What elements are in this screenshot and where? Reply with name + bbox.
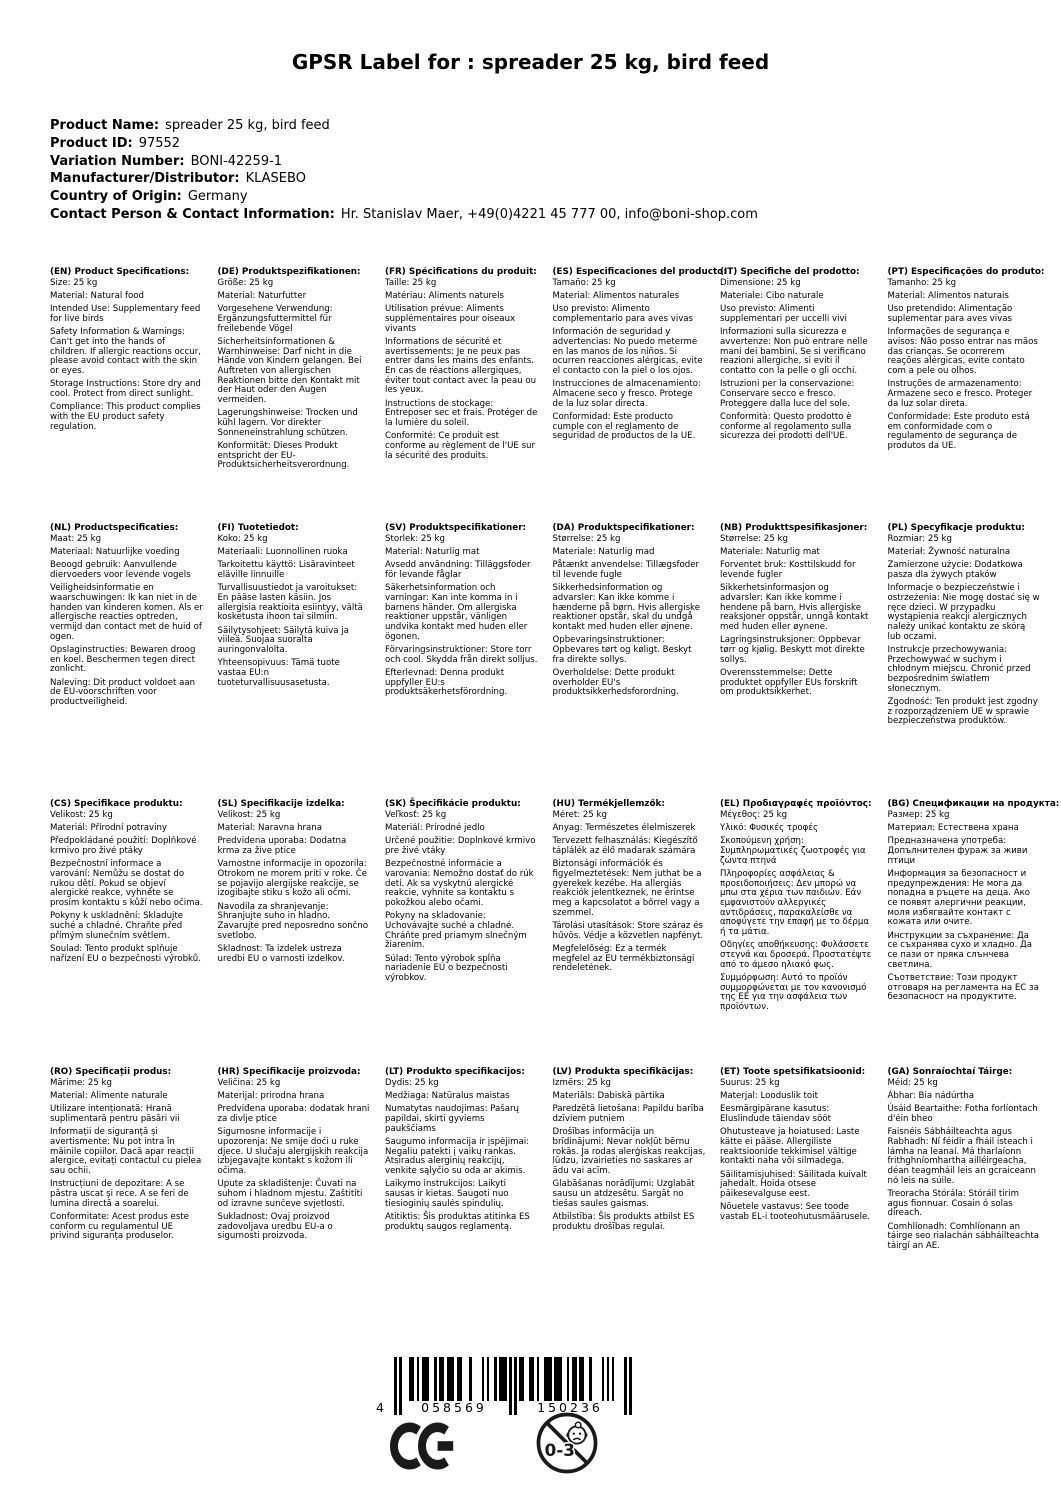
- lang-block: [385, 800, 538, 1068]
- spec-paragraph: Safety Information & Warnings: Can't get into the hands of children. If allergic reactions occur, please avoid contact with the skin or eyes.: [50, 327, 201, 377]
- lang-block-body: [553, 535, 706, 698]
- product-info-row: [50, 135, 758, 153]
- spec-paragraph: Материал: Естествена храна: [887, 823, 1019, 834]
- lang-block: [720, 524, 873, 800]
- lang-block-body: [888, 1079, 1041, 1252]
- barcode-digit-first: 4: [376, 1400, 384, 1415]
- spec-paragraph: Maat: 25 kg: [50, 533, 102, 544]
- info-label: Manufacturer/Distributor:: [50, 171, 240, 187]
- spec-paragraph: Turvallisuustiedot ja varoitukset: En pääse lasten käsiin. Jos allergisia reaktioita esiintyy, vältä kosketusta ihoon tai silmiin.: [217, 583, 363, 623]
- spec-paragraph: Paredzētā lietošana: Papildu barība dzīviem putniem: [552, 1104, 704, 1125]
- spec-paragraph: Glabāšanas norādījumi: Uzglabāt sausu un atdzesētu. Sargāt no tiešas saules gaismas.: [552, 1179, 695, 1209]
- spec-paragraph: Overholdelse: Dette produkt overholder EU's produktsikkerhedsforordning.: [552, 667, 679, 698]
- info-value: BONI-42259-1: [190, 153, 283, 169]
- spec-paragraph: Soulad: Tento produkt splňuje nařízení EU o bezpečnosti výrobků.: [50, 943, 201, 964]
- lang-block-heading: (FR) Spécifications du produit:: [385, 267, 537, 277]
- spec-paragraph: Beoogd gebruik: Aanvullende diervoeders voor levende vogels: [50, 560, 191, 581]
- spec-paragraph: Material: Alimente naturale: [50, 1091, 168, 1102]
- spec-paragraph: Materiale: Cibo naturale: [720, 291, 824, 302]
- lang-block-heading: (SK) Špecifikácie produktu:: [385, 799, 521, 809]
- spec-paragraph: Informații de siguranță și avertismente: Nu pot intra în mâinile copiilor. Dacă apar reacții alergice, evitați contactul cu pielea sau ochii.: [50, 1127, 202, 1177]
- spec-paragraph: Naleving: Dit product voldoet aan de EU-voorschriften voor productveiligheid.: [50, 677, 196, 707]
- lang-block-body: [385, 1079, 538, 1232]
- spec-paragraph: Instrukcje przechowywania: Przechowywać w suchym i chłodnym miejscu. Chronić przed bezpośrednim światłem słonecznym.: [887, 644, 1031, 694]
- spec-paragraph: Storage Instructions: Store dry and cool. Protect from direct sunlight.: [50, 379, 201, 399]
- lang-block-heading: (SL) Specifikacije izdelka:: [217, 799, 345, 809]
- info-label: Product ID:: [50, 135, 133, 151]
- lang-block-body: [720, 535, 873, 698]
- spec-paragraph: Upute za skladištenje: Čuvati na suhom i hladnom mjestu. Zaštititi od izravne sunčeve svjetlosti.: [217, 1179, 363, 1209]
- lang-block-heading: (ES) Especificaciones del producto:: [552, 267, 727, 277]
- lang-block-body: [385, 535, 538, 698]
- lang-block-body: [218, 1079, 371, 1242]
- info-label: Variation Number:: [50, 153, 185, 169]
- info-value: Hr. Stanislav Maer, +49(0)4221 45 777 00, info@boni-shop.com: [340, 206, 758, 222]
- spec-paragraph: Materiál: Přírodní potraviny: [50, 823, 168, 834]
- spec-paragraph: Πληροφορίες ασφάλειας & προειδοποιήσεις: Δεν μπορώ να μπω στα χέρια των παιδιών. Εάν εμφανιστούν αλλεργικές αντιδράσεις, παρακαλείσθε να αποφύγετε την επαφή με το δέρμα ή τα μάτια.: [720, 868, 870, 938]
- spec-paragraph: Atbilstība: Šis produkts atbilst ES produktu drošības regulai.: [552, 1211, 695, 1232]
- info-label: Country of Origin:: [50, 189, 182, 205]
- lang-block-body: [720, 279, 873, 442]
- lang-block: [887, 267, 1045, 524]
- spec-paragraph: Avsedd användning: Tilläggsfoder för levande fåglar: [385, 560, 531, 581]
- spec-paragraph: Material: Naturlig mat: [385, 547, 480, 558]
- lang-block-heading: (HU) Termékjellemzők:: [552, 799, 665, 809]
- spec-paragraph: Ábhar: Bia nádúrtha: [887, 1091, 975, 1102]
- lang-block: [552, 267, 727, 524]
- spec-paragraph: Utilisation prévue: Aliments supplémentaires pour oiseaux vivants: [385, 304, 516, 334]
- lang-block: [218, 524, 371, 800]
- spec-paragraph: Съответствие: Този продукт отговаря на регламента на ЕС за безопасност на продуктите.: [887, 972, 1039, 1003]
- lang-block-body: [50, 279, 203, 432]
- lang-block-body: [218, 535, 371, 688]
- spec-paragraph: Påtænkt anvendelse: Tillægsfoder til levende fugle: [552, 560, 700, 581]
- lang-block-heading: (EL) Προδιαγραφές προϊόντος:: [720, 799, 872, 809]
- product-info-row: [50, 188, 758, 206]
- lang-block-body: [218, 279, 371, 471]
- lang-block-heading: (RO) Specificații produs:: [50, 1067, 172, 1077]
- spec-paragraph: Faisnéis Sábháilteachta agus Rabhadh: Ní féidir a fháil isteach i lámha na leanaí. Má tharlaíonn frithghníomhartha ailléirgeacha, déan teagmháil leis an gcraiceann nó leis na súile.: [887, 1127, 1036, 1186]
- lang-block: [553, 524, 706, 800]
- lang-block-heading: (NB) Produkttspesifikasjoner:: [720, 523, 868, 533]
- spec-paragraph: Utilizare intenționată: Hrană suplimentară pentru păsări vii: [50, 1104, 180, 1125]
- spec-paragraph: Materiale: Naturlig mad: [552, 547, 655, 558]
- spec-paragraph: Opbevaringsinstruktioner: Opbevares tørt og køligt. Beskyt fra direkte sollys.: [552, 635, 692, 665]
- spec-paragraph: Sikkerhetsinformasjon og advarsler: Kan ikke komme i hendene på barn. Hvis allergiske reaksjoner oppstår, unngå kontakt med huden eller øynene.: [720, 583, 869, 633]
- spec-paragraph: Materjal: Looduslik toit: [720, 1091, 818, 1102]
- info-value: 97552: [138, 135, 181, 151]
- lang-block: [553, 800, 706, 1068]
- lang-block-body: [553, 811, 706, 974]
- spec-paragraph: Sukladnost: Ovaj proizvod zadovoljava uredbu EU-a o sigurnosti proizvoda.: [217, 1211, 333, 1242]
- spec-paragraph: Ohutusteave ja hoiatused: Laste kätte ei pääse. Allergiliste reaktsioonide tekkimisel vältige kontakti naha või silmadega.: [720, 1127, 860, 1167]
- spec-paragraph: Υλικό: Φυσικές τροφές: [720, 823, 819, 834]
- spec-paragraph: Anyag: Természetes élelmiszerek: [552, 823, 696, 834]
- spec-paragraph: Sigurnosne informacije i upozorenja: Ne smije doći u ruke djece. U slučaju alergijskih reakcija izbjegavajte kontakt s kožom ili očima.: [217, 1127, 369, 1177]
- spec-paragraph: Zamierzone użycie: Dodatkowa pasza dla żywych ptaków: [887, 560, 1023, 581]
- lang-block: [50, 800, 203, 1068]
- spec-paragraph: Размер: 25 kg: [887, 809, 950, 820]
- spec-paragraph: Koko: 25 kg: [217, 533, 268, 544]
- spec-paragraph: Conformità: Questo prodotto è conforme al regolamento sulla sicurezza dei prodotti dell'UE.: [720, 411, 852, 442]
- spec-paragraph: Informações de segurança e avisos: Não posso entrar nas mãos das crianças. Se ocorrerem reações alérgicas, evite contato com a pele ou olhos.: [887, 327, 1038, 377]
- spec-paragraph: Informazioni sulla sicurezza e avvertenze: Non può entrare nelle mani dei bambini. Se si verificano reazioni allergiche, si eviti il contatto con la pelle o gli occhi.: [720, 327, 868, 377]
- spec-paragraph: Instrucciones de almacenamiento: Almacene seco y fresco. Protege de la luz solar directa.: [552, 379, 701, 409]
- lang-block-body: [888, 535, 1041, 727]
- lang-block-heading: (SV) Produktspecifikationer:: [385, 523, 527, 533]
- spec-paragraph: Instrucțiuni de depozitare: A se păstra uscat și rece. A se feri de lumina directă a soarelui.: [50, 1179, 189, 1209]
- product-info-row: [50, 206, 758, 224]
- lang-block-heading: (EN) Product Specifications:: [50, 267, 190, 277]
- lang-block-body: [553, 279, 706, 442]
- spec-paragraph: Mărime: 25 kg: [50, 1077, 112, 1088]
- ce-mark-icon: [390, 1422, 458, 1470]
- info-value: spreader 25 kg, bird feed: [165, 118, 330, 133]
- spec-paragraph: Veľkosť: 25 kg: [385, 809, 447, 820]
- spec-paragraph: Materijal: prirodna hrana: [217, 1091, 325, 1102]
- lang-block: [720, 268, 873, 524]
- spec-paragraph: Förvaringsinstruktioner: Store torr och cool. Skydda från direkt solljus.: [385, 644, 538, 665]
- lang-block: [553, 1068, 706, 1255]
- spec-paragraph: Инструкции за съхранение: Да се съхранява сухо и хладно. Да се пази от пряка слънчева светлина.: [887, 930, 1033, 970]
- lang-block-heading: (LT) Produkto specifikacijos:: [385, 1067, 525, 1077]
- spec-paragraph: Συμμόρφωση: Αυτό το προϊόν συμμορφώνεται με τον κανονισμό της ΕΕ για την ασφάλεια των προϊόντων.: [720, 972, 867, 1013]
- spec-paragraph: Materiaal: Natuurlijke voeding: [50, 547, 180, 558]
- spec-paragraph: Información de seguridad y advertencias: No puedo meterme en las manos de los niños. Si ocurren reacciones alérgicas, evite el contacto con la piel o los ojos.: [552, 327, 703, 377]
- lang-block: [385, 524, 538, 800]
- lang-block-heading: (CS) Specifikace produktu:: [50, 799, 183, 809]
- spec-paragraph: Conformidade: Este produto está em conformidade com o regulamento de segurança de produtos da UE.: [887, 411, 1030, 451]
- spec-paragraph: Tervezett felhasználás: Kiegészítő táplálék az élő madarak számára: [552, 836, 698, 857]
- spec-paragraph: Sicherheitsinformationen & Warnhinweise: Darf nicht in die Hände von Kindern gelangen. Bei Auftreten von allergischen Reaktionen bitte den Kontakt mit der Haut oder den Augen vermeiden.: [217, 336, 362, 406]
- spec-paragraph: Säilytysohjeet: Säilytä kuiva ja viileä. Suojaa suoralta auringonvalolta.: [217, 625, 349, 655]
- lang-block-body: [720, 1079, 873, 1223]
- spec-paragraph: Lagerungshinweise: Trocken und kühl lagern. Vor direkter Sonneneinstrahlung schützen.: [217, 408, 358, 438]
- spec-paragraph: Size: 25 kg: [50, 277, 98, 288]
- lang-block-heading: (LV) Produkta specifikācijas:: [552, 1067, 694, 1077]
- lang-block-heading: (HR) Specifikacije proizvoda:: [217, 1067, 361, 1077]
- spec-paragraph: Bezpečnostné informácie a varovania: Nemožno dostať do rúk detí. Ak sa vyskytnú alergické reakcie, vyhnite sa kontaktu s pokožkou alebo očami.: [385, 859, 534, 909]
- lang-block-body: [385, 279, 538, 461]
- lang-block-body: [50, 535, 203, 708]
- info-label: Product Name:: [50, 118, 160, 133]
- lang-block-heading: (DA) Produktspecifikationer:: [552, 523, 695, 533]
- spec-paragraph: Pokyny k uskladnění: Skladujte suché a chladné. Chraňte před přímým slunečním světlem.: [50, 911, 184, 941]
- spec-paragraph: Eesmärgipärane kasutus: Eluslindude täiendav sööt: [720, 1104, 831, 1125]
- spec-paragraph: Σκοπούμενη χρήση: Συμπληρωματικές ζωοτροφές για ζώντα πτηνά: [720, 836, 866, 866]
- lang-block-body: [888, 279, 1041, 452]
- spec-paragraph: Material: Naturfutter: [217, 291, 307, 302]
- spec-paragraph: Material: Alimentos naturais: [887, 291, 1009, 302]
- info-value: KLASEBO: [245, 171, 306, 187]
- lang-block: [385, 268, 538, 524]
- spec-paragraph: Intended Use: Supplementary feed for live birds: [50, 304, 201, 325]
- spec-paragraph: Bezpečnostní informace a varování: Nemůžu se dostat do rukou dětí. Pokud se objeví alergické reakce, vyhněte se prosím kontaktu s kůží nebo očima.: [50, 859, 203, 909]
- lang-block-heading: (PT) Especificações do produto:: [887, 267, 1045, 277]
- spec-paragraph: Treoracha Stórála: Stóráil tirim agus fionnuar. Cosain ó solas díreach.: [887, 1188, 1019, 1219]
- lang-block-body: [553, 1079, 706, 1232]
- lang-block-heading: (PL) Specyfikacje produktu:: [887, 523, 1025, 533]
- spec-paragraph: Conformitate: Acest produs este conform cu regulamentul UE privind siguranța produselor.: [50, 1211, 189, 1242]
- spec-paragraph: Izmērs: 25 kg: [552, 1077, 611, 1088]
- spec-paragraph: Materiāls: Dabiskā pārtika: [552, 1091, 665, 1102]
- spec-paragraph: Størrelse: 25 kg: [720, 533, 788, 544]
- spec-paragraph: Taille: 25 kg: [385, 277, 437, 288]
- spec-paragraph: Predvidena uporaba: Dodatna krma za žive ptice: [217, 836, 347, 857]
- spec-paragraph: Suurus: 25 kg: [720, 1077, 780, 1088]
- age-warning-icon: [536, 1412, 598, 1474]
- spec-paragraph: Информация за безопасност и предупреждения: Не мога да попадна в ръцете на деца. Ако се появят алергични реакции, моля избягвайте контакт с кожата или очите.: [887, 868, 1031, 928]
- lang-block-body: [50, 1079, 203, 1242]
- spec-paragraph: Tarkoitettu käyttö: Lisäravinteet eläville linnuille: [217, 560, 355, 581]
- spec-paragraph: Tárolási utasítások: Store száraz és hűvös. Védje a közvetlen napfényt.: [552, 920, 704, 941]
- lang-block-heading: (NL) Productspecificaties:: [50, 523, 179, 533]
- spec-paragraph: Οδηγίες αποθήκευσης: Φυλάσσετε στεγνά και δροσερά. Προστατέψτε από το άμεσο ηλιακό φως.: [720, 940, 872, 970]
- info-value: Germany: [187, 189, 248, 205]
- spec-paragraph: Méret: 25 kg: [552, 809, 607, 820]
- language-blocks-grid: [50, 267, 1060, 1255]
- barcode-module: [629, 1357, 632, 1415]
- spec-paragraph: Atitiktis: Šis produktas atitinka ES produktų saugos reglamentą.: [385, 1211, 530, 1232]
- info-label: Contact Person & Contact Information:: [50, 206, 335, 222]
- spec-paragraph: Dimensione: 25 kg: [720, 277, 801, 288]
- spec-paragraph: Material: Naravna hrana: [217, 823, 323, 834]
- spec-paragraph: Nõuetele vastavus: See toode vastab EL-i tooteohutusmäärusele.: [720, 1202, 870, 1222]
- spec-paragraph: Storlek: 25 kg: [385, 533, 445, 544]
- spec-paragraph: Matériau: Aliments naturels: [385, 291, 504, 302]
- lang-block-body: [50, 811, 203, 964]
- spec-paragraph: Uso previsto: Alimenti supplementari per uccelli vivi: [720, 304, 847, 325]
- spec-paragraph: Opslaginstructies: Bewaren droog en koel. Beschermen tegen direct zonlicht.: [50, 644, 196, 675]
- spec-paragraph: Säkerhetsinformation och varningar: Kan inte komma in i barnens händer. Om allergiska reaktioner uppstår, vänligen undvika kontakt med huden eller ögonen.: [385, 583, 528, 642]
- spec-paragraph: Material: Alimentos naturales: [552, 291, 680, 302]
- product-info-row: [50, 117, 758, 135]
- spec-paragraph: Conformidad: Este producto cumple con el reglamento de seguridad de productos de la UE.: [552, 411, 696, 442]
- spec-paragraph: Compliance: This product complies with the EU product safety regulation.: [50, 402, 201, 432]
- spec-paragraph: Velikost: 25 kg: [217, 809, 281, 820]
- spec-paragraph: Méid: 25 kg: [887, 1077, 938, 1088]
- product-info: [50, 117, 758, 224]
- lang-block-heading: (BG) Спецификации на продукта:: [887, 799, 1060, 809]
- spec-paragraph: Pokyny na skladovanie: Uchovávajte suché a chladné. Chráňte pred priamym slnečným žiarením.: [385, 911, 527, 951]
- lang-block: [887, 799, 1060, 1068]
- barcode-digits-right-group: 150236: [520, 1401, 620, 1415]
- spec-paragraph: Uso previsto: Alimento complementario para aves vivas: [552, 304, 694, 325]
- lang-block-heading: (GA) Sonraíochtaí Táirge:: [887, 1067, 1013, 1077]
- spec-paragraph: Størrelse: 25 kg: [552, 533, 621, 544]
- lang-block: [50, 524, 203, 800]
- lang-block-heading: (FI) Tuotetiedot:: [217, 523, 299, 533]
- spec-paragraph: Yhteensopivuus: Tämä tuote vastaa EU:n tuoteturvallisuusasetusta.: [217, 658, 340, 688]
- spec-paragraph: Konformität: Dieses Produkt entspricht der EU-Produktsicherheitsverordnung.: [217, 440, 350, 471]
- spec-paragraph: Tamaño: 25 kg: [552, 277, 616, 288]
- lang-block: [888, 1068, 1041, 1255]
- spec-paragraph: Μέγεθος: 25 kg: [720, 809, 788, 820]
- spec-paragraph: Materiale: Naturlig mat: [720, 547, 820, 558]
- spec-paragraph: Informations de sécurité et avertissements: Je ne peux pas entrer dans les mains des enfants. En cas de réactions allergiques, éviter tout contact avec la peau ou les yeux.: [385, 336, 537, 396]
- spec-paragraph: Material: Natural food: [50, 291, 144, 302]
- spec-paragraph: Vorgesehene Verwendung: Ergänzungsfuttermittel für freilebende Vögel: [217, 304, 333, 334]
- spec-paragraph: Dydis: 25 kg: [385, 1077, 439, 1088]
- spec-paragraph: Medžiaga: Natūralus maistas: [385, 1091, 510, 1102]
- age-warning-label: 0-3: [544, 1440, 575, 1461]
- lang-block-heading: (IT) Specifiche del prodotto:: [720, 267, 860, 277]
- ean-barcode: [376, 1357, 632, 1415]
- spec-paragraph: Drošības informācija un brīdinājumi: Nevar nokļūt bērnu rokās. Ja rodas alerģiskas reakcijas, lūdzu, izvairieties no saskares ar ādu vai acīm.: [552, 1127, 706, 1177]
- spec-paragraph: Úsáid Beartaithe: Fotha forlíontach d'éin bheo: [887, 1104, 1038, 1125]
- spec-paragraph: Instruções de armazenamento: Armazene seco e fresco. Proteger da luz solar direta.: [887, 379, 1033, 409]
- spec-paragraph: Skladnost: Ta izdelek ustreza uredbi EU o varnosti izdelkov.: [217, 943, 345, 964]
- spec-paragraph: Zgodność: Ten produkt jest zgodny z rozporządzeniem UE w sprawie bezpieczeństwa produktów.: [887, 696, 1038, 727]
- spec-paragraph: Varnostne informacije in opozorila: Otrokom ne morem priti v roke. Če se pojavijo alergijske reakcije, se izogibajte stiku s kožo ali očmi.: [217, 859, 368, 899]
- barcode-digits-left-group: 058569: [404, 1401, 504, 1415]
- spec-paragraph: Saugumo informacija ir įspėjimai: Negaliu patekti į vaikų rankas. Atsiradus alerginių reakcijų, venkite sąlyčio su oda ar akimis.: [385, 1136, 530, 1177]
- lang-block-body: [385, 811, 538, 984]
- spec-paragraph: Istruzioni per la conservazione: Conservare secco e fresco. Proteggere dalla luce del sole.: [720, 379, 855, 409]
- spec-paragraph: Veličina: 25 kg: [217, 1077, 281, 1088]
- lang-block: [50, 268, 203, 524]
- spec-paragraph: Sikkerhedsinformation og advarsler: Kan ikke komme i hænderne på børn. Hvis allergiske reaktioner opstår, skal du undgå kontakt med huden eller øjnene.: [552, 583, 701, 633]
- spec-paragraph: Navodila za shranjevanje: Shranjujte suho in hladno. Zavarujte pred neposredno sončno svetlobo.: [217, 901, 369, 941]
- spec-paragraph: Materiál: Prírodné jedlo: [385, 823, 485, 834]
- lang-block-body: [888, 811, 1041, 1003]
- spec-paragraph: Súlad: Tento výrobok spĺňa nariadenie EÚ o bezpečnosti výrobkov.: [385, 953, 508, 983]
- spec-paragraph: Предназначена употреба: Допълнителен фураж за живи птици: [887, 836, 1028, 866]
- spec-paragraph: Predviđena uporaba: dodatak hrani za divlje ptice: [217, 1104, 370, 1125]
- product-info-row: [50, 170, 758, 188]
- spec-paragraph: Biztonsági információk és figyelmeztetések: Nem juthat be a gyerekek kezébe. Ha allergiás reakciók jelentkeznek, ne érintse meg a kapcsolatot a bőrrel vagy a szemmel.: [552, 859, 702, 918]
- lang-block-heading: (DE) Produktspezifikationen:: [217, 267, 361, 277]
- spec-paragraph: Lagringsinstruksjoner: Oppbevar tørr og kjølig. Beskytt mot direkte sollys.: [720, 635, 865, 665]
- spec-paragraph: Materiał: Żywność naturalna: [887, 547, 1011, 558]
- spec-paragraph: Instructions de stockage: Entreposer sec et frais. Protéger de la lumière du soleil.: [385, 398, 538, 429]
- spec-paragraph: Materiaali: Luonnollinen ruoka: [217, 547, 348, 558]
- spec-paragraph: Tamanho: 25 kg: [887, 277, 957, 288]
- spec-paragraph: Laikymo instrukcijos: Laikyti sausas ir kietas. Saugoti nuo tiesioginių saulės spindulių.: [385, 1179, 509, 1209]
- spec-paragraph: Velikost: 25 kg: [50, 809, 113, 820]
- spec-paragraph: Megfelelőség: Ez a termék megfelel az EU termékbiztonsági rendeletének.: [552, 943, 695, 974]
- spec-paragraph: Conformité: Ce produit est conforme au règlement de l'UE sur la sécurité des produits.: [385, 431, 536, 461]
- lang-block: [218, 268, 371, 524]
- spec-paragraph: Určené použitie: Doplnkové krmivo pre živé vtáky: [385, 836, 536, 857]
- spec-paragraph: Overensstemmelse: Dette produktet oppfyller EUs forskrift om produktsikkerhet.: [720, 667, 858, 698]
- product-info-row: [50, 153, 758, 171]
- lang-block-heading: (ET) Toote spetsifikatsioonid:: [720, 1067, 866, 1077]
- lang-block: [218, 1068, 371, 1255]
- spec-paragraph: Säilitamisjuhised: Säilitada kuivalt jahedalt. Hoida otsese päikesevalguse eest.: [720, 1169, 867, 1199]
- spec-paragraph: Numatytas naudojimas: Pašarų papildai, skirti gyviems paukščiams: [385, 1104, 519, 1134]
- spec-paragraph: Rozmiar: 25 kg: [887, 533, 952, 544]
- lang-block: [50, 1068, 203, 1255]
- lang-block: [720, 1068, 873, 1255]
- spec-paragraph: Informacje o bezpieczeństwie i ostrzeżenia: Nie mogę dostać się w ręce dzieci. W przypadku wystąpienia reakcji alergicznych należy unikać kontaktu ze skórą lub oczami.: [887, 583, 1040, 642]
- page-title: GPSR Label for : spreader 25 kg, bird feed: [291, 50, 770, 74]
- spec-paragraph: Veiligheidsinformatie en waarschuwingen: Ik kan niet in de handen van kinderen komen. Als er allergische reacties optreden, vermijd dan contact met de huid of ogen.: [50, 583, 203, 642]
- lang-block: [218, 800, 371, 1068]
- spec-paragraph: Uso pretendido: Alimentação suplementar para aves vivas: [887, 304, 1013, 325]
- lang-block: [720, 800, 873, 1068]
- spec-paragraph: Größe: 25 kg: [217, 277, 274, 288]
- lang-block: [888, 524, 1041, 800]
- spec-paragraph: Forventet bruk: Kosttilskudd for levende fugler: [720, 560, 856, 581]
- spec-paragraph: Comhlíonadh: Comhlíonann an táirge seo rialachán sábháilteachta táirgí an AE.: [887, 1221, 1040, 1251]
- lang-block-body: [218, 811, 371, 964]
- lang-block: [385, 1068, 538, 1255]
- lang-block-body: [720, 811, 873, 1013]
- spec-paragraph: Předpokládané použití: Doplňkové krmivo pro živé ptáky: [50, 836, 197, 857]
- spec-paragraph: Efterlevnad: Denna produkt uppfyller EU:s produktsäkerhetsförordning.: [385, 667, 508, 698]
